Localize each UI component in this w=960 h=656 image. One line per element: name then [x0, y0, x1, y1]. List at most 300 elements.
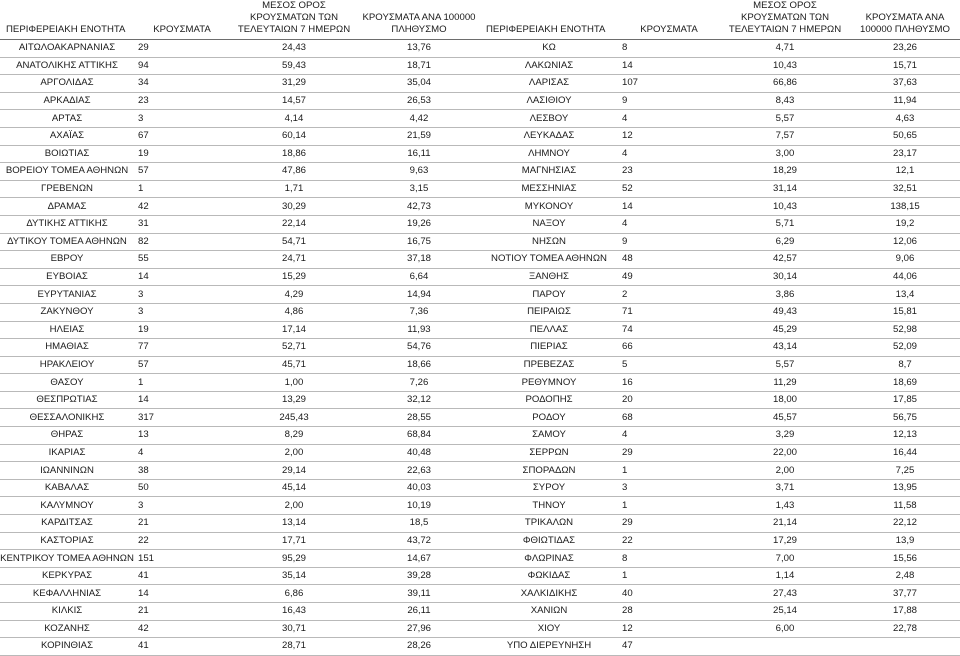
- 7day-average-cell: 45,29: [720, 321, 850, 339]
- table-row: [0, 374, 480, 392]
- region-name-cell: ΚΑΣΤΟΡΙΑΣ: [0, 532, 134, 550]
- table-row: [0, 585, 480, 603]
- cases-cell: 2: [618, 286, 720, 304]
- region-name-cell: ΡΟΔΟΠΗΣ: [480, 391, 618, 409]
- table-row: [480, 75, 960, 93]
- region-name-cell: ΡΕΘΥΜΝΟΥ: [480, 374, 618, 392]
- cases-cell: 23: [134, 92, 230, 110]
- table-row: [480, 303, 960, 321]
- cases-per-100k-cell: 50,65: [850, 127, 960, 145]
- cases-per-100k-cell: 54,76: [358, 339, 480, 357]
- region-name-cell: ΣΕΡΡΩΝ: [480, 444, 618, 462]
- cases-per-100k-cell: 32,51: [850, 180, 960, 198]
- cases-cell: 4: [618, 427, 720, 445]
- table-row: [480, 620, 960, 638]
- table-row: [480, 145, 960, 163]
- region-name-cell: ΙΩΑΝΝΙΝΩΝ: [0, 462, 134, 480]
- region-name-cell: ΛΕΥΚΑΔΑΣ: [480, 127, 618, 145]
- cases-cell: 4: [134, 444, 230, 462]
- cases-per-100k-cell: 19,26: [358, 215, 480, 233]
- 7day-average-cell: 95,29: [230, 550, 358, 568]
- table-row: [0, 550, 480, 568]
- cases-cell: 49: [618, 268, 720, 286]
- cases-cell: 1: [618, 462, 720, 480]
- table-row: [0, 233, 480, 251]
- table-row: [0, 497, 480, 515]
- 7day-average-cell: 4,29: [230, 286, 358, 304]
- 7day-average-cell: 52,71: [230, 339, 358, 357]
- cases-table-right: [480, 0, 960, 656]
- table-row: [480, 603, 960, 621]
- cases-per-100k-cell: 18,66: [358, 356, 480, 374]
- cases-per-100k-cell: 7,36: [358, 303, 480, 321]
- 7day-average-cell: 45,14: [230, 479, 358, 497]
- region-name-cell: ΛΑΣΙΘΙΟΥ: [480, 92, 618, 110]
- 7day-average-cell: 4,71: [720, 40, 850, 58]
- table-row: [480, 585, 960, 603]
- cases-cell: 57: [134, 356, 230, 374]
- table-row: [480, 198, 960, 216]
- cases-cell: 4: [618, 215, 720, 233]
- table-row: [480, 409, 960, 427]
- region-name-cell: ΛΕΣΒΟΥ: [480, 110, 618, 128]
- region-name-cell: ΑΝΑΤΟΛΙΚΗΣ ΑΤΤΙΚΗΣ: [0, 57, 134, 75]
- cases-cell: 28: [618, 603, 720, 621]
- cases-per-100k-cell: 13,4: [850, 286, 960, 304]
- region-name-cell: ΠΡΕΒΕΖΑΣ: [480, 356, 618, 374]
- region-name-cell: ΤΗΝΟΥ: [480, 497, 618, 515]
- header-cases: ΚΡΟΥΣΜΑΤΑ: [618, 0, 720, 40]
- 7day-average-cell: 59,43: [230, 57, 358, 75]
- region-name-cell: ΝΑΞΟΥ: [480, 215, 618, 233]
- 7day-average-cell: 6,29: [720, 233, 850, 251]
- cases-per-100k-cell: 19,2: [850, 215, 960, 233]
- table-row: [480, 479, 960, 497]
- cases-cell: 68: [618, 409, 720, 427]
- cases-cell: 55: [134, 251, 230, 269]
- 7day-average-cell: 2,00: [230, 497, 358, 515]
- cases-per-100k-cell: 8,7: [850, 356, 960, 374]
- cases-per-100k-cell: 11,58: [850, 497, 960, 515]
- region-name-cell: ΣΥΡΟΥ: [480, 479, 618, 497]
- cases-cell: 74: [618, 321, 720, 339]
- region-name-cell: ΕΥΡΥΤΑΝΙΑΣ: [0, 286, 134, 304]
- table-row: [0, 356, 480, 374]
- 7day-average-cell: 14,57: [230, 92, 358, 110]
- cases-per-100k-cell: 12,06: [850, 233, 960, 251]
- cases-per-100k-cell: 37,63: [850, 75, 960, 93]
- region-name-cell: ΚΩ: [480, 40, 618, 58]
- region-name-cell: ΠΙΕΡΙΑΣ: [480, 339, 618, 357]
- region-name-cell: ΘΗΡΑΣ: [0, 427, 134, 445]
- cases-cell: 67: [134, 127, 230, 145]
- 7day-average-cell: 31,14: [720, 180, 850, 198]
- cases-per-100k-cell: 3,15: [358, 180, 480, 198]
- table-row: [480, 339, 960, 357]
- cases-per-100k-cell: 43,72: [358, 532, 480, 550]
- 7day-average-cell: 27,43: [720, 585, 850, 603]
- table-row: [480, 110, 960, 128]
- cases-per-100k-cell: 11,94: [850, 92, 960, 110]
- 7day-average-cell: 43,14: [720, 339, 850, 357]
- cases-cell: 42: [134, 620, 230, 638]
- 7day-average-cell: 17,29: [720, 532, 850, 550]
- table-row: [0, 180, 480, 198]
- 7day-average-cell: 15,29: [230, 268, 358, 286]
- cases-cell: 31: [134, 215, 230, 233]
- 7day-average-cell: 5,57: [720, 356, 850, 374]
- region-name-cell: ΗΛΕΙΑΣ: [0, 321, 134, 339]
- table-row: [0, 603, 480, 621]
- table-row: [0, 286, 480, 304]
- cases-cell: 317: [134, 409, 230, 427]
- table-row: [0, 40, 480, 58]
- 7day-average-cell: 22,00: [720, 444, 850, 462]
- 7day-average-cell: 29,14: [230, 462, 358, 480]
- cases-cell: 41: [134, 638, 230, 656]
- region-name-cell: ΗΜΑΘΙΑΣ: [0, 339, 134, 357]
- cases-cell: 1: [134, 374, 230, 392]
- cases-per-100k-cell: 40,48: [358, 444, 480, 462]
- cases-cell: 14: [618, 57, 720, 75]
- cases-per-100k-cell: 42,73: [358, 198, 480, 216]
- cases-cell: 16: [618, 374, 720, 392]
- cases-per-100k-cell: 13,76: [358, 40, 480, 58]
- 7day-average-cell: 10,43: [720, 198, 850, 216]
- region-name-cell: ΚΕΝΤΡΙΚΟΥ ΤΟΜΕΑ ΑΘΗΝΩΝ: [0, 550, 134, 568]
- cases-cell: 19: [134, 145, 230, 163]
- cases-cell: 3: [134, 286, 230, 304]
- table-row: [480, 180, 960, 198]
- 7day-average-cell: 18,86: [230, 145, 358, 163]
- region-name-cell: ΛΗΜΝΟΥ: [480, 145, 618, 163]
- table-row: [0, 638, 480, 656]
- header-7day-average: ΜΕΣΟΣ ΟΡΟΣ ΚΡΟΥΣΜΑΤΩΝ ΤΩΝ ΤΕΛΕΥΤΑΙΩΝ 7 ΗΜΕΡΩΝ: [230, 0, 358, 40]
- region-name-cell: ΦΘΙΩΤΙΔΑΣ: [480, 532, 618, 550]
- region-name-cell: ΝΟΤΙΟΥ ΤΟΜΕΑ ΑΘΗΝΩΝ: [480, 251, 618, 269]
- cases-cell: 14: [134, 391, 230, 409]
- cases-cell: 1: [618, 497, 720, 515]
- 7day-average-cell: 3,86: [720, 286, 850, 304]
- cases-cell: 29: [618, 444, 720, 462]
- cases-cell: 21: [134, 603, 230, 621]
- cases-cell: 34: [134, 75, 230, 93]
- cases-cell: 12: [618, 127, 720, 145]
- region-name-cell: ΛΑΚΩΝΙΑΣ: [480, 57, 618, 75]
- cases-cell: 1: [618, 567, 720, 585]
- region-name-cell: ΑΙΤΩΛΟΑΚΑΡΝΑΝΙΑΣ: [0, 40, 134, 58]
- table-row: [480, 127, 960, 145]
- region-name-cell: ΑΡΤΑΣ: [0, 110, 134, 128]
- 7day-average-cell: 1,43: [720, 497, 850, 515]
- 7day-average-cell: 22,14: [230, 215, 358, 233]
- cases-per-100k-cell: 18,71: [358, 57, 480, 75]
- region-name-cell: ΥΠΟ ΔΙΕΡΕΥΝΗΣΗ: [480, 638, 618, 656]
- table-row: [0, 409, 480, 427]
- cases-cell: 40: [618, 585, 720, 603]
- table-row: [0, 75, 480, 93]
- 7day-average-cell: 30,71: [230, 620, 358, 638]
- cases-per-100k-cell: 39,28: [358, 567, 480, 585]
- cases-cell: 20: [618, 391, 720, 409]
- 7day-average-cell: 31,29: [230, 75, 358, 93]
- region-name-cell: ΘΕΣΣΑΛΟΝΙΚΗΣ: [0, 409, 134, 427]
- region-name-cell: ΛΑΡΙΣΑΣ: [480, 75, 618, 93]
- region-name-cell: ΜΕΣΣΗΝΙΑΣ: [480, 180, 618, 198]
- region-name-cell: ΚΙΛΚΙΣ: [0, 603, 134, 621]
- region-name-cell: ΗΡΑΚΛΕΙΟΥ: [0, 356, 134, 374]
- cases-per-100k-cell: 26,11: [358, 603, 480, 621]
- table-row: [0, 620, 480, 638]
- cases-cell: 4: [618, 145, 720, 163]
- 7day-average-cell: 30,14: [720, 268, 850, 286]
- region-name-cell: ΔΥΤΙΚΗΣ ΑΤΤΙΚΗΣ: [0, 215, 134, 233]
- table-row: [480, 251, 960, 269]
- cases-per-100k-cell: 9,63: [358, 163, 480, 181]
- region-name-cell: ΕΒΡΟΥ: [0, 251, 134, 269]
- table-row: [0, 251, 480, 269]
- table-body: [0, 40, 480, 656]
- table-row: [0, 532, 480, 550]
- region-name-cell: ΒΟΙΩΤΙΑΣ: [0, 145, 134, 163]
- cases-cell: 3: [134, 110, 230, 128]
- region-name-cell: ΑΧΑΪΑΣ: [0, 127, 134, 145]
- region-name-cell: ΜΥΚΟΝΟΥ: [480, 198, 618, 216]
- cases-cell: 13: [134, 427, 230, 445]
- cases-cell: 19: [134, 321, 230, 339]
- table-row: [480, 462, 960, 480]
- cases-per-100k-cell: 4,63: [850, 110, 960, 128]
- 7day-average-cell: 3,00: [720, 145, 850, 163]
- 7day-average-cell: 24,71: [230, 251, 358, 269]
- cases-cell: 29: [134, 40, 230, 58]
- table-row: [0, 268, 480, 286]
- region-name-cell: ΑΡΚΑΔΙΑΣ: [0, 92, 134, 110]
- 7day-average-cell: 7,57: [720, 127, 850, 145]
- cases-cell: 38: [134, 462, 230, 480]
- table-row: [0, 110, 480, 128]
- region-name-cell: ΦΩΚΙΔΑΣ: [480, 567, 618, 585]
- cases-per-100k-cell: 12,1: [850, 163, 960, 181]
- region-name-cell: ΚΑΛΥΜΝΟΥ: [0, 497, 134, 515]
- table-row: [0, 303, 480, 321]
- cases-per-100k-cell: 13,95: [850, 479, 960, 497]
- cases-cell: 14: [618, 198, 720, 216]
- table-row: [480, 374, 960, 392]
- 7day-average-cell: 13,14: [230, 515, 358, 533]
- header-region: ΠΕΡΙΦΕΡΕΙΑΚΗ ΕΝΟΤΗΤΑ: [0, 0, 134, 40]
- cases-cell: 1: [134, 180, 230, 198]
- 7day-average-cell: 4,14: [230, 110, 358, 128]
- cases-cell: 12: [618, 620, 720, 638]
- cases-cell: 66: [618, 339, 720, 357]
- cases-per-100k-cell: 32,12: [358, 391, 480, 409]
- region-name-cell: ΔΥΤΙΚΟΥ ΤΟΜΕΑ ΑΘΗΝΩΝ: [0, 233, 134, 251]
- cases-cell: 94: [134, 57, 230, 75]
- region-name-cell: ΧΙΟΥ: [480, 620, 618, 638]
- 7day-average-cell: 8,43: [720, 92, 850, 110]
- region-name-cell: ΑΡΓΟΛΙΔΑΣ: [0, 75, 134, 93]
- region-name-cell: ΓΡΕΒΕΝΩΝ: [0, 180, 134, 198]
- cases-cell: 21: [134, 515, 230, 533]
- 7day-average-cell: 3,29: [720, 427, 850, 445]
- table-row: [0, 215, 480, 233]
- 7day-average-cell: 10,43: [720, 57, 850, 75]
- 7day-average-cell: 2,00: [720, 462, 850, 480]
- table-row: [0, 198, 480, 216]
- table-row: [0, 391, 480, 409]
- 7day-average-cell: 6,86: [230, 585, 358, 603]
- 7day-average-cell: 11,29: [720, 374, 850, 392]
- cases-cell: 29: [618, 515, 720, 533]
- 7day-average-cell: 2,00: [230, 444, 358, 462]
- 7day-average-cell: 30,29: [230, 198, 358, 216]
- region-name-cell: ΚΕΡΚΥΡΑΣ: [0, 567, 134, 585]
- table-row: [480, 427, 960, 445]
- region-name-cell: ΖΑΚΥΝΘΟΥ: [0, 303, 134, 321]
- region-name-cell: ΞΑΝΘΗΣ: [480, 268, 618, 286]
- 7day-average-cell: 16,43: [230, 603, 358, 621]
- cases-per-100k-cell: 4,42: [358, 110, 480, 128]
- 7day-average-cell: 245,43: [230, 409, 358, 427]
- 7day-average-cell: 1,00: [230, 374, 358, 392]
- cases-per-100k-cell: [850, 638, 960, 656]
- table-row: [0, 444, 480, 462]
- cases-cell: 82: [134, 233, 230, 251]
- cases-per-100k-cell: 23,17: [850, 145, 960, 163]
- region-name-cell: ΘΑΣΟΥ: [0, 374, 134, 392]
- 7day-average-cell: 8,29: [230, 427, 358, 445]
- 7day-average-cell: 17,14: [230, 321, 358, 339]
- 7day-average-cell: 45,57: [720, 409, 850, 427]
- cases-per-100k-cell: 23,26: [850, 40, 960, 58]
- cases-per-100k-cell: 15,56: [850, 550, 960, 568]
- 7day-average-cell: 3,71: [720, 479, 850, 497]
- header-region: ΠΕΡΙΦΕΡΕΙΑΚΗ ΕΝΟΤΗΤΑ: [480, 0, 618, 40]
- 7day-average-cell: 21,14: [720, 515, 850, 533]
- table-row: [480, 444, 960, 462]
- cases-cell: 71: [618, 303, 720, 321]
- table-body: [480, 40, 960, 656]
- cases-per-100k-cell: 6,64: [358, 268, 480, 286]
- 7day-average-cell: 47,86: [230, 163, 358, 181]
- region-name-cell: ΧΑΝΙΩΝ: [480, 603, 618, 621]
- 7day-average-cell: 1,14: [720, 567, 850, 585]
- table-row: [480, 497, 960, 515]
- region-name-cell: ΙΚΑΡΙΑΣ: [0, 444, 134, 462]
- cases-per-100k-cell: 52,09: [850, 339, 960, 357]
- cases-per-100k-cell: 37,77: [850, 585, 960, 603]
- table-header: [0, 0, 480, 40]
- cases-per-100k-cell: 16,75: [358, 233, 480, 251]
- 7day-average-cell: 25,14: [720, 603, 850, 621]
- cases-per-100k-cell: 12,13: [850, 427, 960, 445]
- table-row: [480, 515, 960, 533]
- region-name-cell: ΡΟΔΟΥ: [480, 409, 618, 427]
- cases-cell: 57: [134, 163, 230, 181]
- cases-per-100k-cell: 15,71: [850, 57, 960, 75]
- table-row: [0, 145, 480, 163]
- table-row: [0, 92, 480, 110]
- 7day-average-cell: 54,71: [230, 233, 358, 251]
- table-row: [480, 92, 960, 110]
- region-name-cell: ΔΡΑΜΑΣ: [0, 198, 134, 216]
- 7day-average-cell: 66,86: [720, 75, 850, 93]
- cases-per-100k-cell: 28,55: [358, 409, 480, 427]
- cases-per-100k-cell: 17,88: [850, 603, 960, 621]
- region-name-cell: ΧΑΛΚΙΔΙΚΗΣ: [480, 585, 618, 603]
- region-name-cell: ΚΑΒΑΛΑΣ: [0, 479, 134, 497]
- cases-per-100k-cell: 10,19: [358, 497, 480, 515]
- region-name-cell: ΒΟΡΕΙΟΥ ΤΟΜΕΑ ΑΘΗΝΩΝ: [0, 163, 134, 181]
- table-row: [480, 163, 960, 181]
- cases-per-100k-cell: 7,25: [850, 462, 960, 480]
- table-row: [480, 233, 960, 251]
- table-row: [480, 321, 960, 339]
- 7day-average-cell: 13,29: [230, 391, 358, 409]
- cases-cell: 23: [618, 163, 720, 181]
- cases-per-100k-cell: 7,26: [358, 374, 480, 392]
- region-name-cell: ΚΟΡΙΝΘΙΑΣ: [0, 638, 134, 656]
- cases-per-100k-cell: 2,48: [850, 567, 960, 585]
- region-name-cell: ΕΥΒΟΙΑΣ: [0, 268, 134, 286]
- 7day-average-cell: 17,71: [230, 532, 358, 550]
- table-row: [480, 57, 960, 75]
- region-name-cell: ΠΑΡΟΥ: [480, 286, 618, 304]
- 7day-average-cell: 1,71: [230, 180, 358, 198]
- cases-per-100k-cell: 27,96: [358, 620, 480, 638]
- header-7day-average: ΜΕΣΟΣ ΟΡΟΣ ΚΡΟΥΣΜΑΤΩΝ ΤΩΝ ΤΕΛΕΥΤΑΙΩΝ 7 ΗΜΕΡΩΝ: [720, 0, 850, 40]
- region-name-cell: ΚΟΖΑΝΗΣ: [0, 620, 134, 638]
- region-name-cell: ΝΗΣΩΝ: [480, 233, 618, 251]
- cases-cell: 4: [618, 110, 720, 128]
- cases-per-100k-cell: 138,15: [850, 198, 960, 216]
- cases-per-100k-cell: 35,04: [358, 75, 480, 93]
- table-row: [0, 57, 480, 75]
- table-row: [0, 515, 480, 533]
- cases-cell: 14: [134, 585, 230, 603]
- cases-per-100k-cell: 16,44: [850, 444, 960, 462]
- 7day-average-cell: 24,43: [230, 40, 358, 58]
- cases-cell: 8: [618, 550, 720, 568]
- cases-per-100k-cell: 68,84: [358, 427, 480, 445]
- table-row: [480, 356, 960, 374]
- cases-per-100k-cell: 16,11: [358, 145, 480, 163]
- header-cases-per-100k: ΚΡΟΥΣΜΑΤΑ ΑΝΑ 100000 ΠΛΗΘΥΣΜΟ: [358, 0, 480, 40]
- header-cases: ΚΡΟΥΣΜΑΤΑ: [134, 0, 230, 40]
- cases-per-100k-cell: 15,81: [850, 303, 960, 321]
- table-row: [480, 286, 960, 304]
- cases-per-100k-cell: 14,94: [358, 286, 480, 304]
- cases-cell: 77: [134, 339, 230, 357]
- table-row: [0, 462, 480, 480]
- cases-cell: 22: [618, 532, 720, 550]
- cases-per-100k-cell: 22,78: [850, 620, 960, 638]
- cases-cell: 9: [618, 233, 720, 251]
- cases-per-100k-cell: 26,53: [358, 92, 480, 110]
- cases-cell: 52: [618, 180, 720, 198]
- region-name-cell: ΠΕΛΛΑΣ: [480, 321, 618, 339]
- 7day-average-cell: 4,86: [230, 303, 358, 321]
- region-name-cell: ΠΕΙΡΑΙΩΣ: [480, 303, 618, 321]
- cases-cell: 3: [134, 497, 230, 515]
- 7day-average-cell: 60,14: [230, 127, 358, 145]
- 7day-average-cell: 35,14: [230, 567, 358, 585]
- region-name-cell: ΦΛΩΡΙΝΑΣ: [480, 550, 618, 568]
- table-row: [480, 268, 960, 286]
- cases-per-100k-cell: 9,06: [850, 251, 960, 269]
- cases-cell: 107: [618, 75, 720, 93]
